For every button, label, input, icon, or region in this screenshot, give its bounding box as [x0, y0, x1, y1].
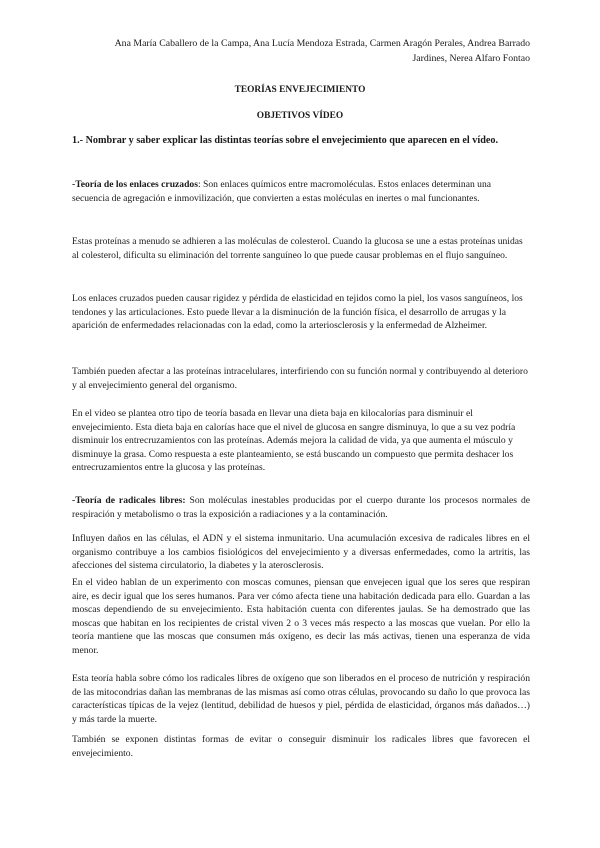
- section1-paragraph-2: Los enlaces cruzados pueden causar rigidez y pérdida de elasticidad en tejidos como la piel, los vasos sanguíneos, los tendones y las articulaciones. Esto puede llevar a la disminución de la función física, el desarrollo de arrugas y la aparición de enfermedades relacionadas con la edad, como la arteriosclerosis y la enfermedad de Alzheimer.: [72, 293, 523, 332]
- section1-intro: : Son enlaces químicos entre macromoléculas. Estos enlaces determinan una secuencia de agregación e inmovilización, que convierten a estas moléculas en inertes o mal funcionantes.: [72, 179, 491, 204]
- section2-label: -Teoría de radicales libres:: [72, 495, 186, 506]
- document-title: TEORÍAS ENVEJECIMIENTO: [234, 85, 366, 95]
- section1-label: -Teoría de los enlaces cruzados: [72, 179, 198, 190]
- section2-paragraph-2: En el video hablan de un experimento con moscas comunes, piensan que envejecen igual que los seres que respiran aire, es decir igual que los seres humanos. Para ver cómo afecta tiene una habitación dedicada para ello. Guardan a las moscas dependiendo de su envejecimiento. Esta habitación cuenta con diferentes jaulas. Se ha demostrado que las moscas que habitan en los recipientes de cristal viven 2 o 3 veces más respecto a las moscas que vuelan. Por ello la teoría mantiene que las moscas que consumen más oxígeno, es decir las más activas, tienen una esperanza de vida menor.: [72, 577, 530, 656]
- section1-paragraph-1: Estas proteínas a menudo se adhieren a las moléculas de colesterol. Cuando la glucosa se une a estas proteínas unidas al colesterol, dificulta su eliminación del torrente sanguíneo lo que puede causar problemas en el flujo sanguíneo.: [72, 236, 523, 261]
- section2-intro: Son moléculas inestables producidas por el cuerpo durante los procesos normales de respiración y metabolismo o tras la exposición a radiaciones y a la contaminación.: [72, 495, 531, 520]
- section2-paragraph-3: Esta teoría habla sobre cómo los radicales libres de oxígeno que son liberados en el proceso de nutrición y respiración de las mitocondrias dañan las membranas de las mismas así como otras células, provocando su daño lo que provoca las características típicas de la vejez (lentitud, debilidad de huesos y piel, pérdida de elasticidad, órganos más dañados…) y más tarde la muerte.: [72, 673, 530, 725]
- document-subtitle: OBJETIVOS VÍDEO: [256, 111, 344, 121]
- section2-paragraph-4: También se exponen distintas formas de evitar o conseguir disminuir los radicales libres que favorecen el envejecimiento.: [72, 734, 530, 759]
- section2-intro-paragraph: [72, 494, 530, 521]
- header-authors: Ana María Caballero de la Campa, Ana Lucía Mendoza Estrada, Carmen Aragón Perales, Andrea Barrado Jardines, Nerea Alfaro Fontao: [114, 38, 530, 64]
- section1-paragraph-4: En el video se plantea otro tipo de teoría basada en llevar una dieta baja en kilocalorías para disminuir el envejecimiento. Esta dieta baja en calorías hace que el nivel de glucosa en sangre disminuya, lo que a su vez podría disminuir los entrecruzamientos con las proteínas. Además mejora la calidad de vida, ya que aumenta el músculo y disminuye la grasa. Como respuesta a este planteamiento, se está buscando un compuesto que permita deshacer los entrecruzamientos entre la glucosa y las proteínas.: [72, 408, 516, 474]
- section1-intro-paragraph: [72, 178, 530, 205]
- section2-paragraph-1: Influyen daños en las células, el ADN y el sistema inmunitario. Una acumulación excesiva de radicales libres en el organismo contribuye a los cambios fisiológicos del envejecimiento y a diversas enfermedades, como la artritis, las afecciones del sistema circulatorio, la diabetes y la aterosclerosis.: [72, 533, 530, 572]
- section1-paragraph-3: También pueden afectar a las proteínas intracelulares, interfiriendo con su función normal y contribuyendo al deterioro y al envejecimiento general del organismo.: [72, 366, 528, 391]
- question-heading: 1.- Nombrar y saber explicar las distintas teorías sobre el envejecimiento que aparecen en el vídeo.: [72, 135, 499, 146]
